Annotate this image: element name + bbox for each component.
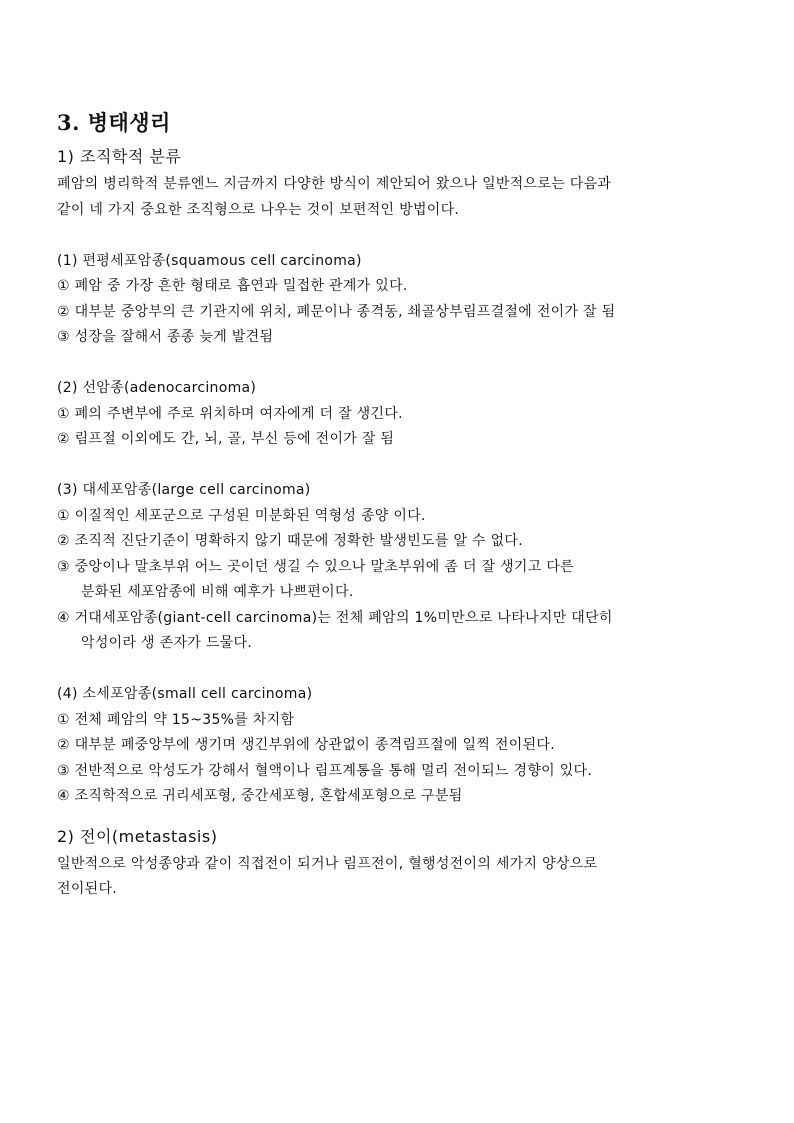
intro-line-2: 같이 네 가지 중요한 조직형으로 나우는 것이 보편적인 방법이다.	[57, 201, 460, 218]
type-heading-adeno: (2) 선암종(adenocarcinoma)	[57, 380, 257, 396]
list-item-continuation: 악성이라 생 존자가 드물다.	[81, 635, 253, 651]
metastasis-line-1: 일반적으로 악성종양과 같이 직접전이 되거나 림프전이, 혈행성전이의 세가지 양상으로	[57, 855, 598, 872]
list-item: ② 림프절 이외에도 간, 뇌, 골, 부신 등에 전이가 잘 됨	[57, 431, 395, 447]
list-item: ① 폐암 중 가장 흔한 형태로 흡연과 밀접한 관계가 있다.	[57, 278, 408, 294]
list-item: ① 폐의 주변부에 주로 위치하며 여자에게 더 잘 생긴다.	[57, 405, 403, 422]
intro-line-1: 폐암의 병리학적 분류엔느 지금까지 다양한 방식이 제안되어 왔으나 일반적으로는 다음과	[57, 176, 612, 192]
list-item: ① 이질적인 세포군으로 구성된 미분화된 역형성 종양 이다.	[57, 507, 426, 524]
list-item: ④ 거대세포암종(giant-cell carcinoma)는 전체 폐암의 1%미만으로 나타나지만 대단히	[57, 609, 613, 626]
list-item: ② 대부분 폐중앙부에 생기며 생긴부위에 상관없이 종격림프절에 일찍 전이된다.	[57, 737, 555, 753]
list-item-continuation: 분화된 세포암종에 비해 예후가 나쁘편이다.	[81, 584, 354, 600]
list-item: ④ 조직학적으로 귀리세포형, 중간세포형, 혼합세포형으로 구분됨	[57, 788, 463, 804]
subsection-heading-metastasis: 2) 전이(metastasis)	[57, 826, 218, 846]
type-heading-large-cell: (3) 대세포암종(large cell carcinoma)	[57, 482, 311, 498]
list-item: ③ 성장을 잘해서 종종 늦게 발견됨	[57, 329, 274, 345]
subsection-heading-classification: 1) 조직학적 분류	[57, 147, 182, 166]
list-item: ① 전체 폐암의 약 15~35%를 차지함	[57, 711, 295, 728]
list-item: ③ 중앙이나 말초부위 어느 곳이던 생길 수 있으나 말초부위에 좀 더 잘 생기고 다른	[57, 558, 574, 575]
metastasis-line-2: 전이된다.	[57, 881, 118, 897]
list-item: ② 조직적 진단기준이 명확하지 않기 때문에 정확한 발생빈도를 알 수 없다.	[57, 533, 523, 549]
type-heading-squamous: (1) 편평세포암종(squamous cell carcinoma)	[57, 252, 362, 269]
list-item: ② 대부분 중앙부의 큰 기관지에 위치, 폐문이나 종격동, 쇄골상부림프결절에 전이가 잘 됨	[57, 303, 616, 320]
document-page	[57, 108, 757, 903]
type-heading-small-cell: (4) 소세포암종(small cell carcinoma)	[57, 686, 313, 702]
section-title: 3. 병태생리	[57, 110, 171, 135]
list-item: ③ 전반적으로 악성도가 강해서 혈액이나 림프계통을 통해 멀리 전이되느 경향이 있다.	[57, 762, 593, 779]
